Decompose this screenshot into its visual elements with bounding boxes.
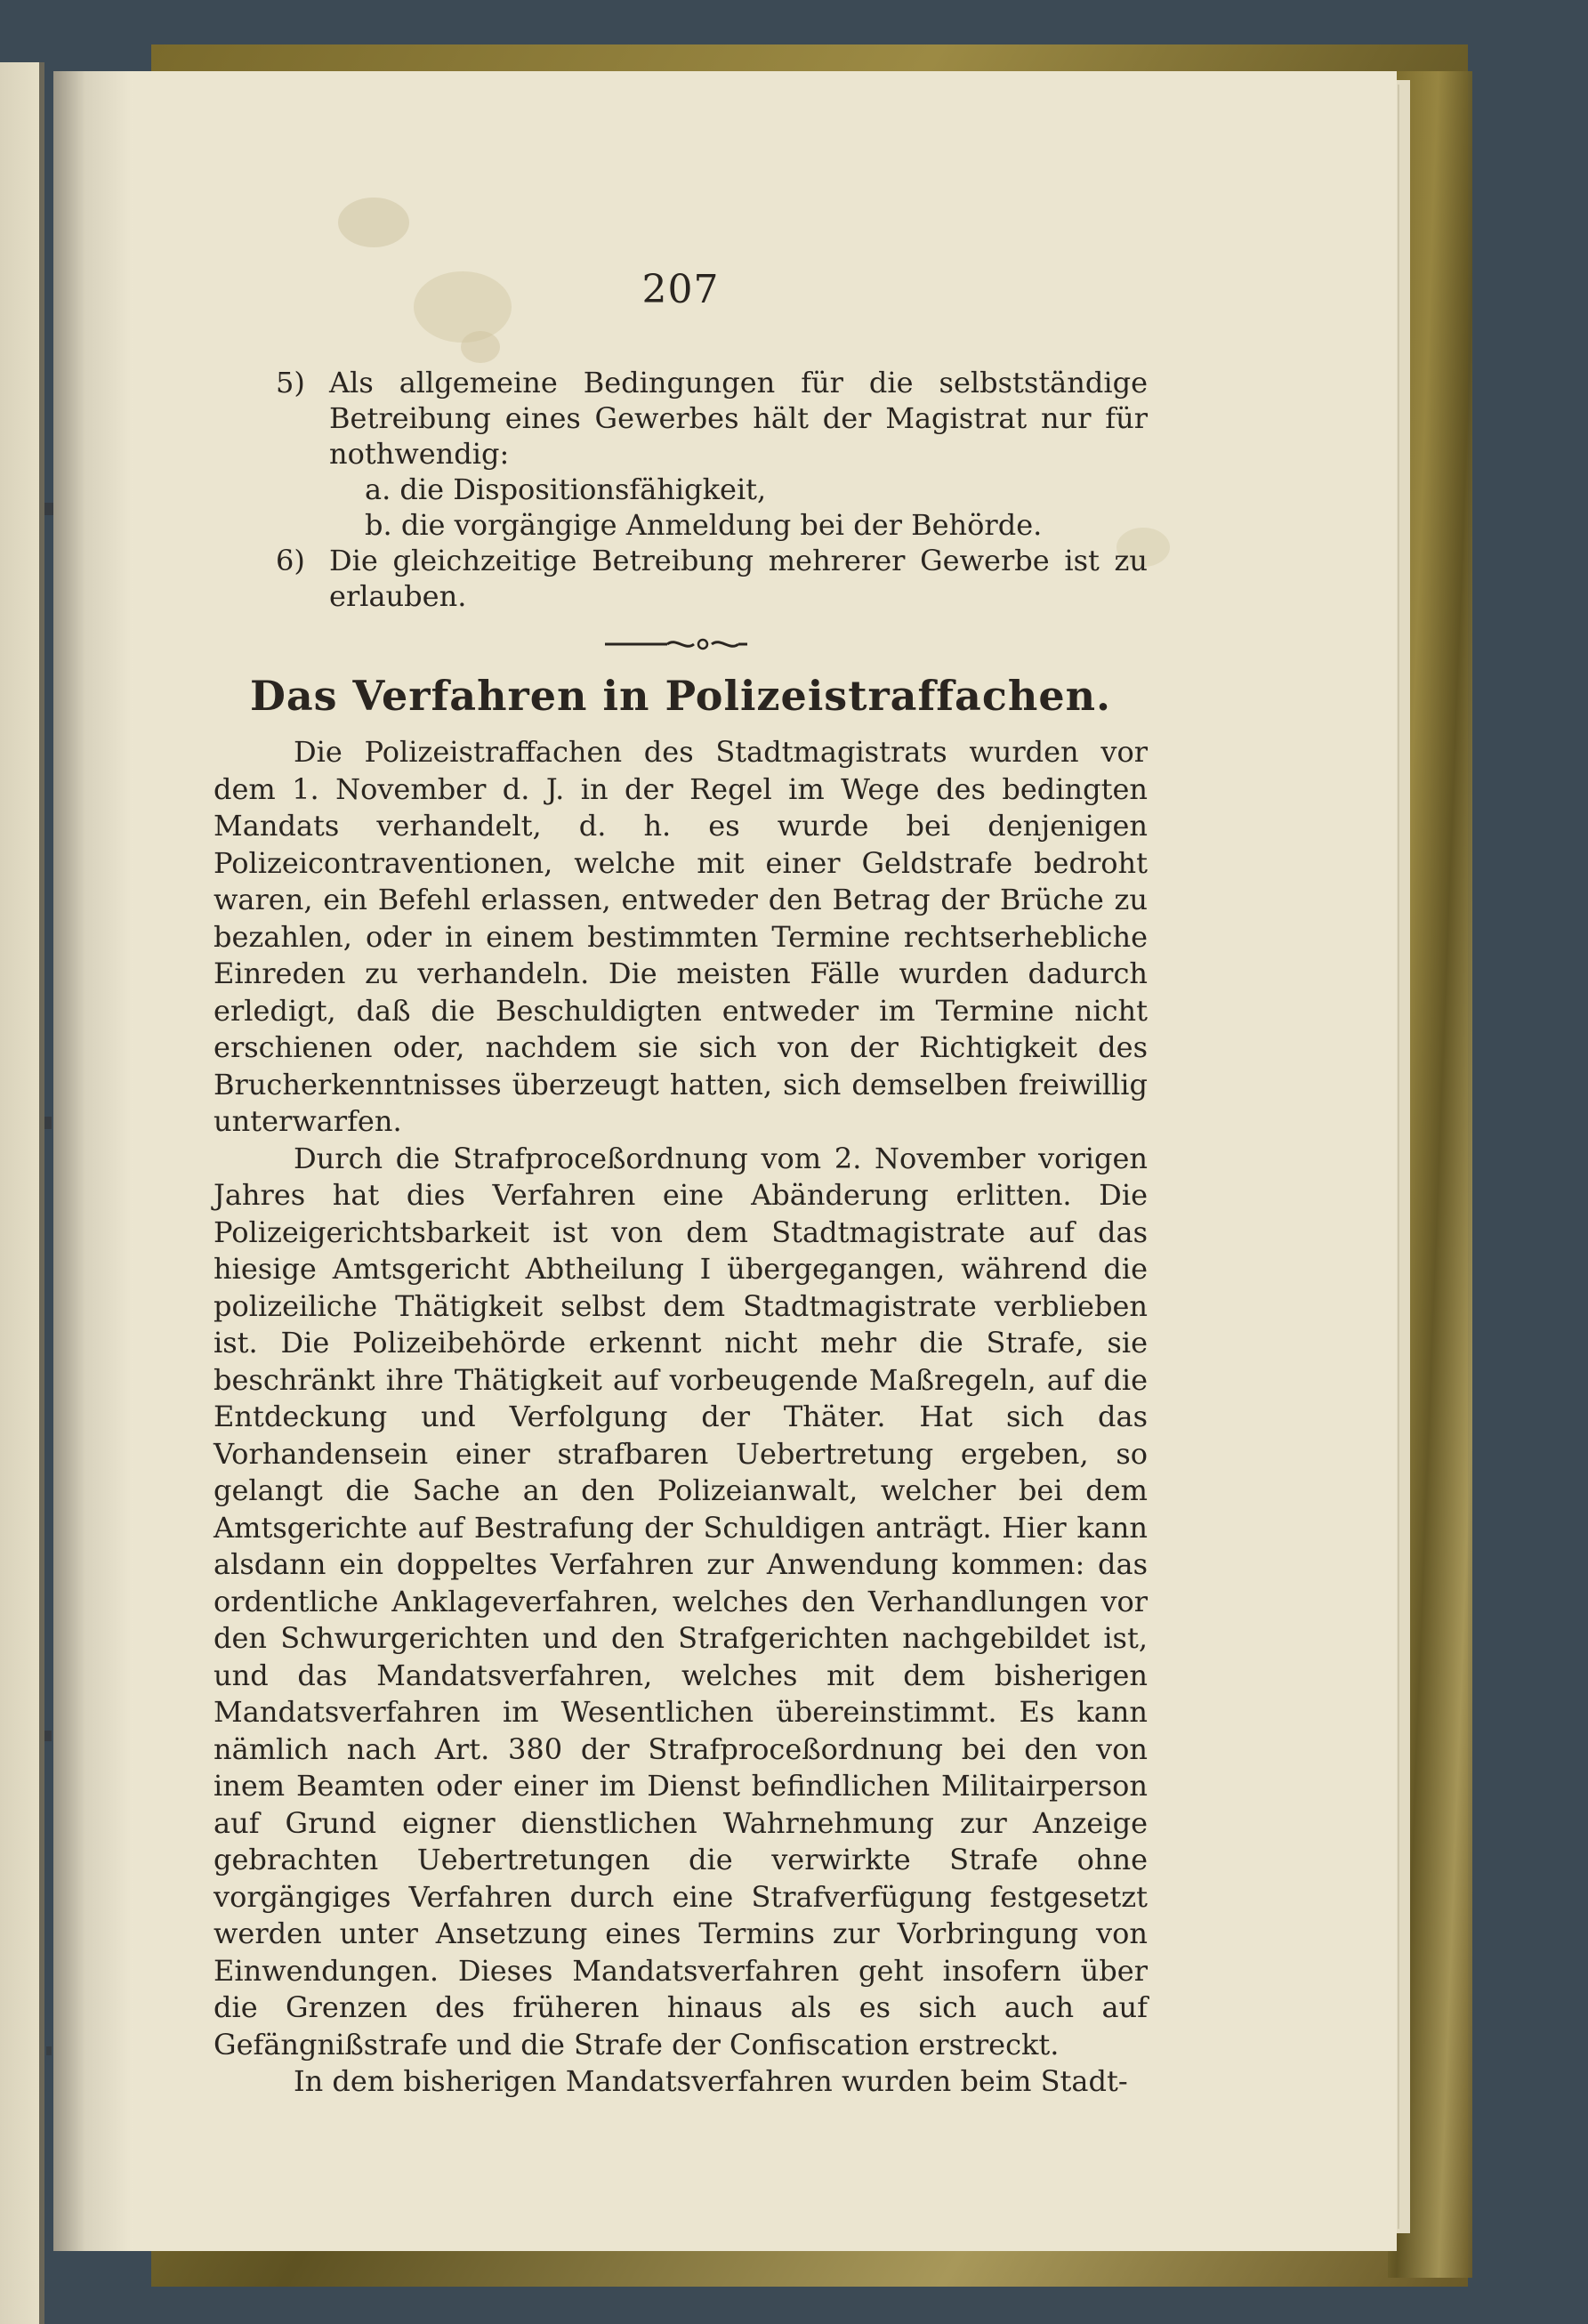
subitem-label: a.	[365, 472, 391, 506]
subitem-text: die vorgängige Anmeldung bei der Behörde.	[400, 508, 1043, 542]
subitem-text: die Dispositionsfähigkeit,	[399, 472, 767, 506]
list-item-6	[214, 543, 1148, 614]
subitem-a	[365, 472, 1148, 507]
paragraph: In dem bisherigen Mandatsverfahren wurden beim Stadt-	[294, 2064, 1128, 2098]
section-heading: Das Verfahren in Polizeistraffachen.	[249, 672, 1112, 720]
item-text: Als allgemeine Bedingungen für die selbstständige Betreibung eines Gewerbes hält der Magistrat nur für nothwendig:	[329, 366, 1148, 471]
left-page	[0, 62, 43, 2324]
subitem-b	[365, 507, 1148, 543]
subitem-label: b.	[365, 508, 392, 542]
item-number: 6)	[276, 544, 305, 577]
item-number: 5)	[276, 366, 305, 399]
item-text: Die gleichzeitige Betreibung mehrerer Gewerbe ist zu erlauben.	[329, 544, 1148, 613]
page-number: 207	[641, 267, 720, 312]
paragraph: Durch die Strafproceßordnung vom 2. November vorigen Jahres hat dies Verfahren eine Abänderung erlitten. Die Polizeigerichtsbarkeit ist von dem Stadtmagistrate auf das hiesige Amtsgericht Abtheilung I übergegangen, während die polizeiliche Thätigkeit selbst dem Stadtmagistrate verblieben ist. Die Polizeibehörde erkennt nicht mehr die Strafe, sie beschränkt ihre Thätigkeit auf vorbeugende Maßregeln, auf die Entdeckung und Verfolgung der Thäter. Hat sich das Vorhandensein einer strafbaren Uebertretung ergeben, so gelangt die Sache an den Polizeianwalt, welcher bei dem Amtsgerichte auf Bestrafung der Schuldigen anträgt. Hier kann alsdann ein doppeltes Verfahren zur Anwendung kommen: das ordentliche Anklageverfahren, welches den Verhandlungen vor den Schwurgerichten und den Strafgerichten nachgebildet ist, und das Mandatsverfahren, welches mit dem bisherigen Mandatsverfahren im Wesentlichen übereinstimmt. Es kann nämlich nach Art. 380 der Strafproceßordnung bei den von inem Beamten oder einer im Dienst befindlichen Militairperson auf Grund eigner dienstlichen Wahrnehmung zur Anzeige gebrachten Uebertretungen die verwirkte Strafe ohne vorgängiges Verfahren durch eine Strafverfügung festgesetzt werden unter Ansetzung eines Termins zur Vorbringung von Einwendungen. Dieses Mandatsverfahren geht insofern über die Grenzen des früheren hinaus als es sich auch auf Gefängnißstrafe und die Strafe der Confiscation erstreckt.	[214, 1141, 1148, 2062]
list-items	[214, 365, 1148, 614]
paragraph: Die Polizeistraffachen des Stadtmagistrats wurden vor dem 1. November d. J. in der Regel im Wege des bedingten Mandats verhandelt, d. h. es wurde bei denjenigen Polizeicontraventionen, welche mit einer Geldstrafe bedroht waren, ein Befehl erlassen, entweder den Betrag der Brüche zu bezahlen, oder in einem bestimmten Termine rechtserhebliche Einreden zu verhandeln. Die meisten Fälle wurden dadurch erledigt, daß die Beschuldigten entweder im Termine nicht erschienen oder, nachdem sie sich von der Richtigkeit des Brucherkenntnisses überzeugt hatten, sich demselben freiwillig unterwarfen.	[214, 735, 1148, 1138]
body-text	[214, 734, 1148, 2101]
list-item-5	[214, 365, 1148, 472]
